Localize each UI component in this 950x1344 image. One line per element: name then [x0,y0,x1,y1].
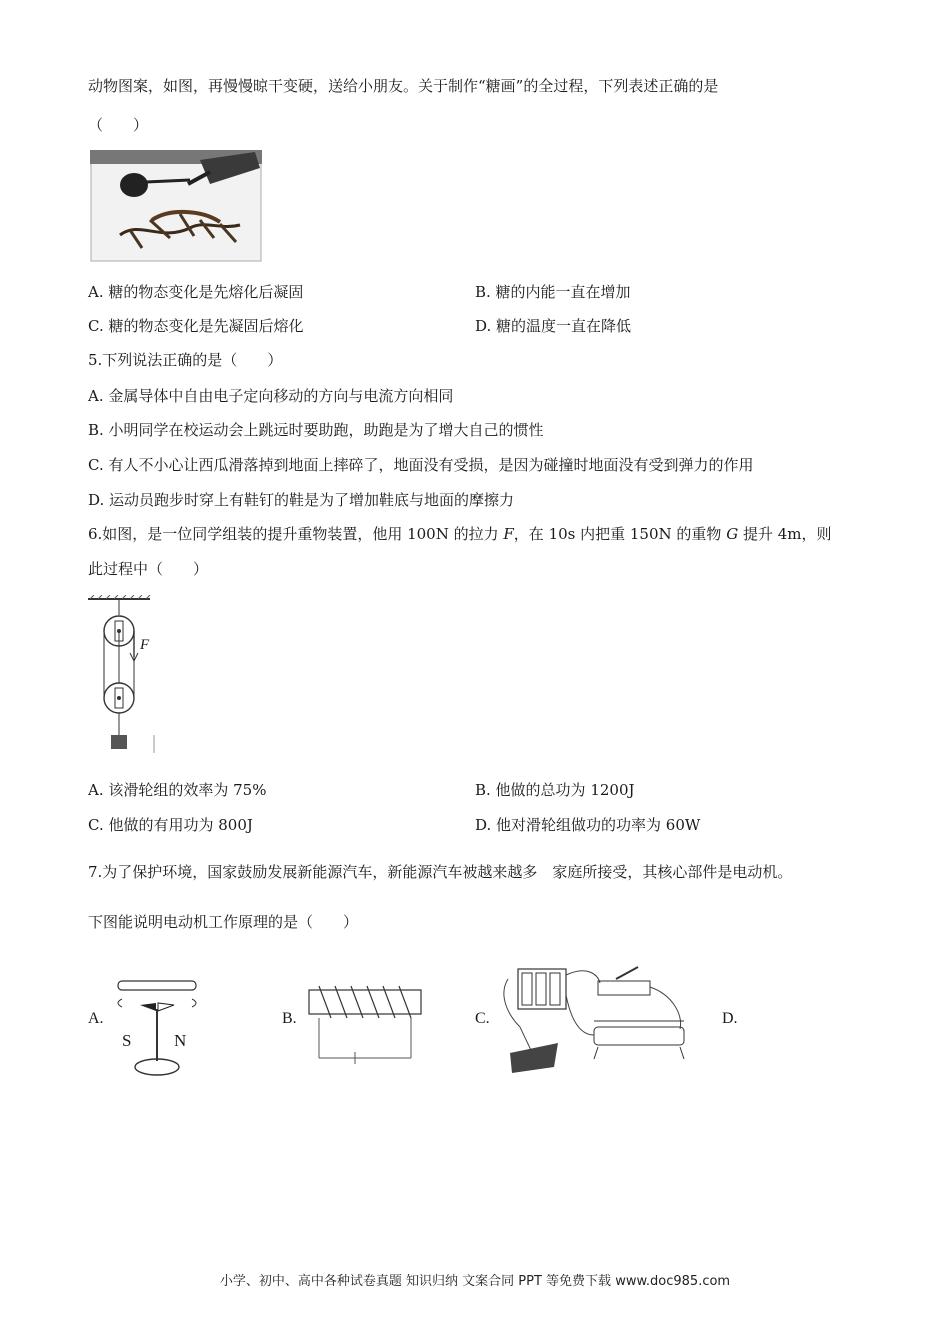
electromagnet-circuit-diagram [498,955,698,1080]
page-footer: 小学、初中、高中各种试卷真题 知识归纳 文案合同 PPT 等免费下载 www.doc985.com [219,1274,731,1289]
q7-stem-line1: 7.为了保护环境，国家鼓励发展新能源汽车，新能源汽车被越来越多 家庭所接受，其核心部件是电动机。 [88,863,793,881]
compass-diagram [110,975,205,1080]
q6-stem-f: F [503,525,514,543]
q6-stem-part2: ，在 10s 内把重 150N 的重物 [513,525,727,543]
q5-option-d[interactable]: D. 运动员跑步时穿上有鞋钉的鞋是为了增加鞋底与地面的摩擦力 [88,491,515,509]
q7-label-a[interactable]: A. [88,1010,104,1027]
compass-n-label: N [174,1031,187,1050]
q6-option-a[interactable]: A. 该滑轮组的效率为 75% [88,781,267,799]
q4-option-d[interactable]: D. 糖的温度一直在降低 [475,317,632,335]
q4-stem-line2: （ ） [88,116,149,134]
sugar-painting-image [90,150,262,262]
q4-stem-line1: 动物图案，如图，再慢慢晾干变硬，送给小朋友。关于制作“糖画”的全过程，下列表述正确的是 [88,77,719,95]
q7-label-d[interactable]: D. [722,1010,738,1027]
q7-label-b[interactable]: B. [282,1010,297,1027]
pulley-force-label: F [140,637,150,653]
q6-stem-line1 [88,524,831,544]
q6-stem-g: G [726,525,739,543]
q4-option-a[interactable]: A. 糖的物态变化是先熔化后凝固 [88,283,304,301]
q5-option-c[interactable]: C. 有人不小心让西瓜滑落掉到地面上摔碎了，地面没有受损，是因为碰撞时地面没有受到弹力的作用 [88,456,754,474]
q7-stem-line2: 下图能说明电动机工作原理的是（ ） [88,913,359,931]
q4-option-b[interactable]: B. 糖的内能一直在增加 [475,283,631,301]
q6-stem-line2: 此过程中（ ） [88,560,209,578]
q4-option-c[interactable]: C. 糖的物态变化是先凝固后熔化 [88,317,304,335]
q6-option-d[interactable]: D. 他对滑轮组做功的功率为 60W [475,816,701,834]
q6-stem-part1: 6.如图，是一位同学组装的提升重物装置，他用 100N 的拉力 [88,525,504,543]
q6-option-c[interactable]: C. 他做的有用功为 800J [88,816,253,834]
q5-stem: 5.下列说法正确的是（ ） [88,351,283,369]
q7-label-c[interactable]: C. [475,1010,490,1027]
q6-stem-part3: 提升 4m，则 [738,525,832,543]
pulley-diagram [88,595,158,755]
q5-option-a[interactable]: A. 金属导体中自由电子定向移动的方向与电流方向相同 [88,387,454,405]
compass-s-label: S [122,1031,132,1050]
q6-option-b[interactable]: B. 他做的总功为 1200J [475,781,635,799]
q5-option-b[interactable]: B. 小明同学在校运动会上跳远时要助跑，助跑是为了增大自己的惯性 [88,421,544,439]
solenoid-diagram [305,980,425,1070]
